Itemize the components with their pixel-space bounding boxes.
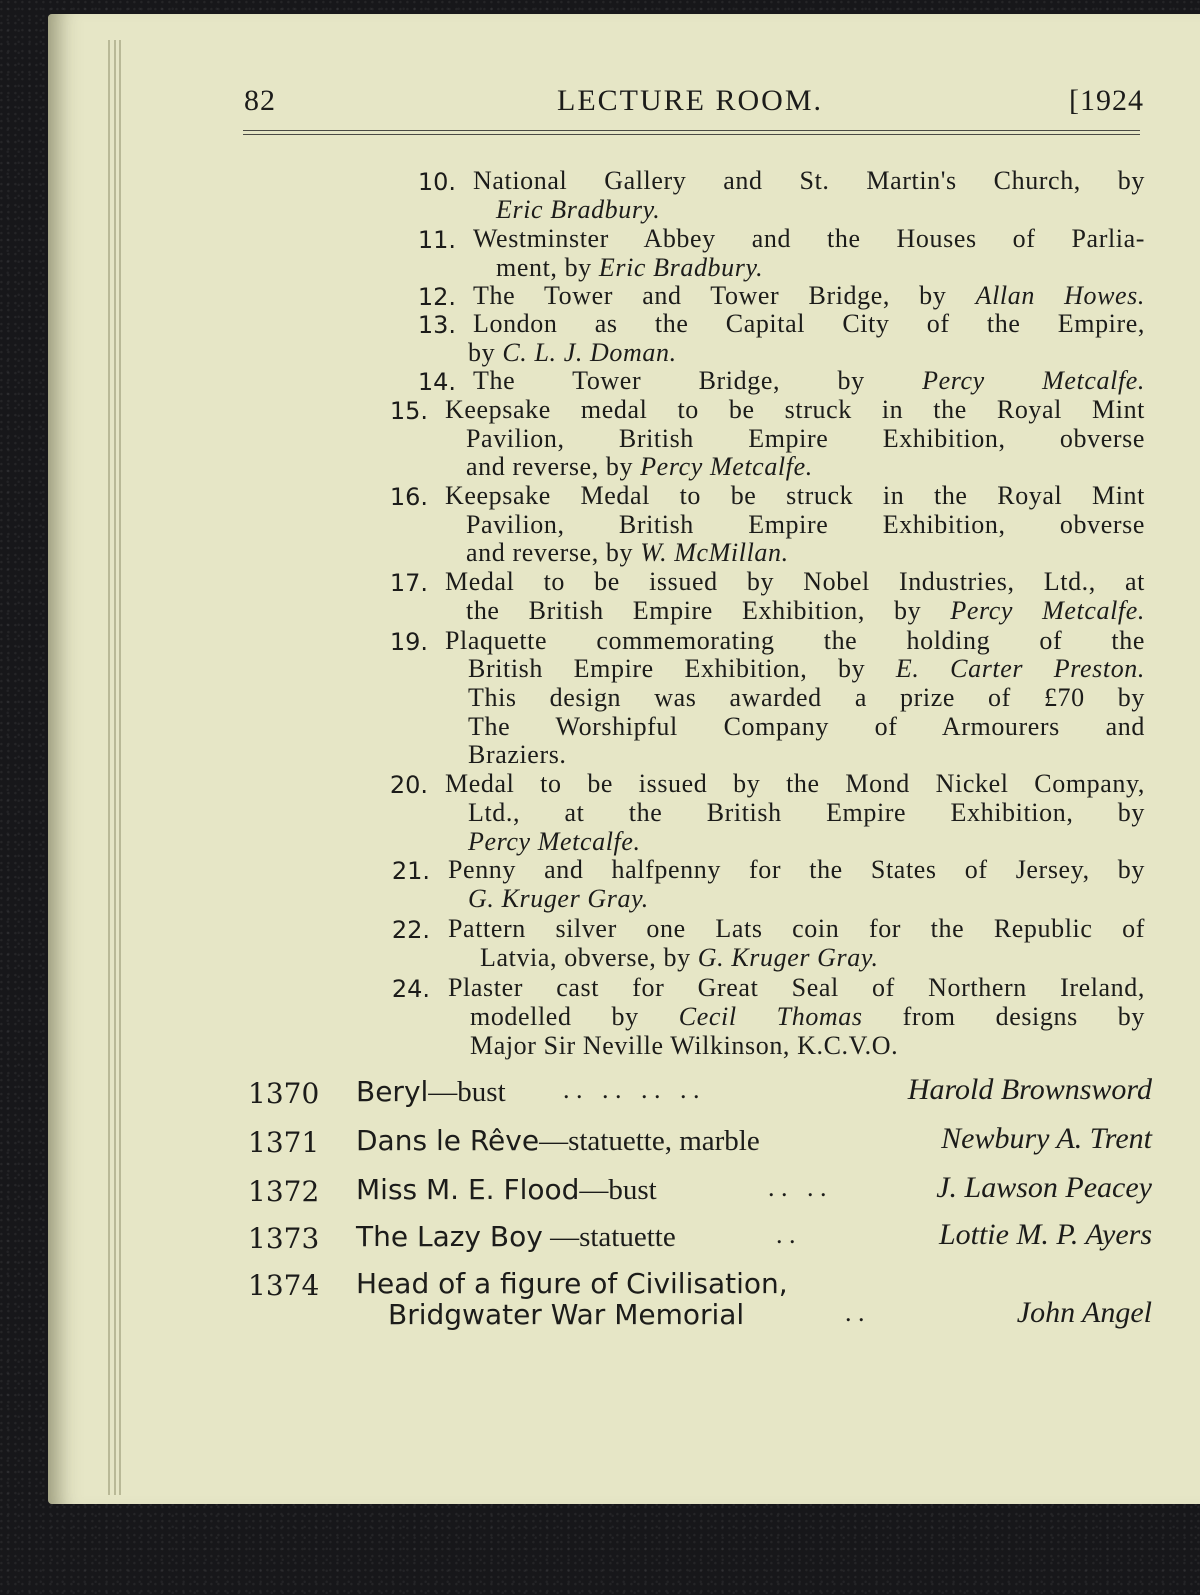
dot-leader: . .: [845, 1298, 865, 1327]
line-text: Latvia, obverse, by: [480, 943, 698, 972]
line-text: the British Empire Exhibition, by: [466, 596, 951, 625]
artist-name: C. L. J. Doman.: [502, 338, 677, 367]
artist-name: G. Kruger Gray.: [697, 943, 879, 972]
sub-item-number: 11.: [417, 226, 456, 254]
line-text: Plaster cast for Great Seal of Northern Ireland,: [448, 973, 1145, 1002]
sub-item-line: [496, 253, 763, 283]
artist-name: Percy Metcalfe.: [950, 596, 1146, 625]
page-edge: [114, 40, 116, 1495]
line-text: London as the Capital City of the Empire,: [473, 309, 1145, 338]
dot-leader: . . . .: [768, 1173, 827, 1202]
sub-item-line: [470, 1002, 1145, 1032]
work-title: Head of a figure of Civilisation,: [356, 1267, 788, 1300]
sub-item-line: [448, 855, 1145, 885]
line-text: Braziers.: [468, 740, 567, 769]
sub-item-line: [445, 567, 1145, 597]
line-text: The Tower Bridge, by: [473, 366, 923, 395]
sub-item-line: [466, 510, 1145, 540]
lot-number: 1373: [248, 1222, 320, 1255]
sub-item-number: 24.: [391, 975, 430, 1003]
line-text: Pattern silver one Lats coin for the Republic of: [448, 914, 1145, 943]
sub-item-number: 22.: [391, 916, 430, 944]
line-text: from designs by: [862, 1002, 1145, 1031]
lot-title: [356, 1075, 506, 1109]
line-text: by: [468, 338, 503, 367]
dot-leader: . .: [776, 1220, 796, 1249]
work-medium: —bust: [579, 1174, 657, 1206]
sub-item-line: [445, 395, 1145, 425]
dot-leader: . . . . . . . .: [563, 1075, 700, 1104]
line-text: British Empire Exhibition, by: [468, 654, 896, 683]
sub-item-number: 20.: [389, 771, 428, 799]
sub-item-line: [468, 338, 677, 368]
page-title: LECTURE ROOM.: [557, 84, 823, 117]
sub-item-line: [480, 943, 879, 973]
work-title: Beryl: [356, 1075, 429, 1108]
artist-name: Percy Metcalfe.: [640, 452, 813, 481]
line-text: Plaquette commemorating the holding of the: [445, 626, 1145, 655]
lot-number: 1371: [248, 1126, 320, 1159]
line-text: The Worshipful Company of Armourers and: [468, 712, 1145, 741]
sub-item-number: 19.: [389, 628, 428, 656]
sub-item-line: [468, 827, 641, 857]
line-text: and reverse, by: [466, 452, 641, 481]
sub-item-line: [445, 626, 1145, 656]
artist-name: Allan Howes.: [975, 281, 1146, 310]
line-text: Ltd., at the British Empire Exhibition, by: [468, 798, 1145, 827]
sub-item-number: 16.: [389, 483, 428, 511]
sub-item-number: 21.: [391, 857, 430, 885]
line-text: Penny and halfpenny for the States of Jersey, by: [448, 855, 1145, 884]
line-text: Pavilion, British Empire Exhibition, obverse: [466, 510, 1145, 539]
sub-item-line: [468, 884, 649, 914]
lot-title: [356, 1220, 676, 1254]
sub-item-line: [466, 424, 1145, 454]
line-text: The Tower and Tower Bridge, by: [473, 281, 976, 310]
sub-item-line: [496, 195, 660, 225]
artist-name: E. Carter Preston.: [895, 654, 1145, 683]
lot-title: [356, 1124, 760, 1158]
sub-item-line: [470, 1031, 898, 1061]
sub-item-line: [466, 596, 1145, 626]
artist-name: Eric Bradbury.: [598, 253, 764, 282]
lot-title: [356, 1267, 788, 1300]
sub-item-number: 17.: [389, 569, 428, 597]
lot-title-continued: Bridgwater War Memorial: [388, 1298, 745, 1331]
header-rule: [243, 134, 1140, 135]
line-text: National Gallery and St. Martin's Church, by: [473, 166, 1145, 195]
sub-item-line: [445, 481, 1145, 511]
work-medium: —bust: [428, 1076, 506, 1108]
artist-name: Eric Bradbury.: [496, 195, 661, 224]
line-text: This design was awarded a prize of £70 by: [468, 683, 1145, 712]
work-title: The Lazy Boy: [356, 1220, 543, 1253]
sub-item-line: [473, 224, 1145, 254]
header-year: [1924: [1069, 84, 1144, 117]
sub-item-line: [468, 740, 567, 770]
work-title: Dans le Rêve: [356, 1124, 540, 1157]
lot-artist: Lottie M. P. Ayers: [938, 1218, 1152, 1251]
lot-title: [356, 1173, 657, 1207]
lot-number: 1372: [248, 1175, 320, 1208]
line-text: and reverse, by: [466, 538, 641, 567]
lot-artist: Harold Brownsword: [907, 1073, 1152, 1106]
line-text: modelled by: [470, 1002, 679, 1031]
sub-item-line: [468, 654, 1145, 684]
sub-item-number: 13.: [417, 311, 456, 339]
sub-item-line: [466, 452, 813, 482]
sub-item-line: [448, 914, 1145, 944]
line-text: Pavilion, British Empire Exhibition, obverse: [466, 424, 1145, 453]
artist-name: Percy Metcalfe.: [922, 366, 1146, 395]
line-text: Medal to be issued by Nobel Industries, Ltd., at: [445, 567, 1145, 596]
artist-name: Cecil Thomas: [678, 1002, 863, 1031]
work-title: Miss M. E. Flood: [356, 1173, 580, 1206]
artist-name: G. Kruger Gray.: [468, 884, 649, 913]
sub-item-line: [473, 281, 1145, 311]
sub-item-number: 14.: [417, 368, 456, 396]
sub-item-line: [468, 683, 1145, 713]
header-rule: [243, 130, 1140, 131]
sub-item-line: [445, 769, 1145, 799]
sub-item-line: [448, 973, 1145, 1003]
line-text: Major Sir Neville Wilkinson, K.C.V.O.: [470, 1031, 899, 1060]
work-medium: —statuette: [542, 1221, 676, 1253]
line-text: Keepsake Medal to be struck in the Royal Mint: [445, 481, 1145, 510]
sub-item-line: [473, 166, 1145, 196]
line-text: Keepsake medal to be struck in the Royal Mint: [445, 395, 1145, 424]
line-text: Medal to be issued by the Mond Nickel Company,: [445, 769, 1145, 798]
lot-number: 1370: [248, 1077, 320, 1110]
line-text: ment, by: [496, 253, 599, 282]
line-text: Westminster Abbey and the Houses of Parlia-: [473, 224, 1145, 253]
sub-item-line: [468, 798, 1145, 828]
lot-artist: J. Lawson Peacey: [936, 1171, 1152, 1204]
sub-item-number: 15.: [389, 397, 428, 425]
sub-item-line: [473, 309, 1145, 339]
page-edge: [119, 40, 121, 1495]
page-number: 82: [244, 84, 276, 117]
artist-name: Percy Metcalfe.: [468, 827, 641, 856]
sub-item-number: 12.: [417, 283, 456, 311]
sub-item-line: [466, 538, 789, 568]
sub-item-line: [473, 366, 1145, 396]
sub-item-line: [468, 712, 1145, 742]
lot-artist: John Angel: [1016, 1296, 1152, 1329]
lot-number: 1374: [248, 1269, 320, 1302]
lot-artist: Newbury A. Trent: [941, 1122, 1152, 1155]
sub-item-number: 10.: [417, 168, 456, 196]
artist-name: W. McMillan.: [640, 538, 789, 567]
work-medium: —statuette, marble: [539, 1125, 760, 1157]
page-edge: [108, 40, 110, 1495]
